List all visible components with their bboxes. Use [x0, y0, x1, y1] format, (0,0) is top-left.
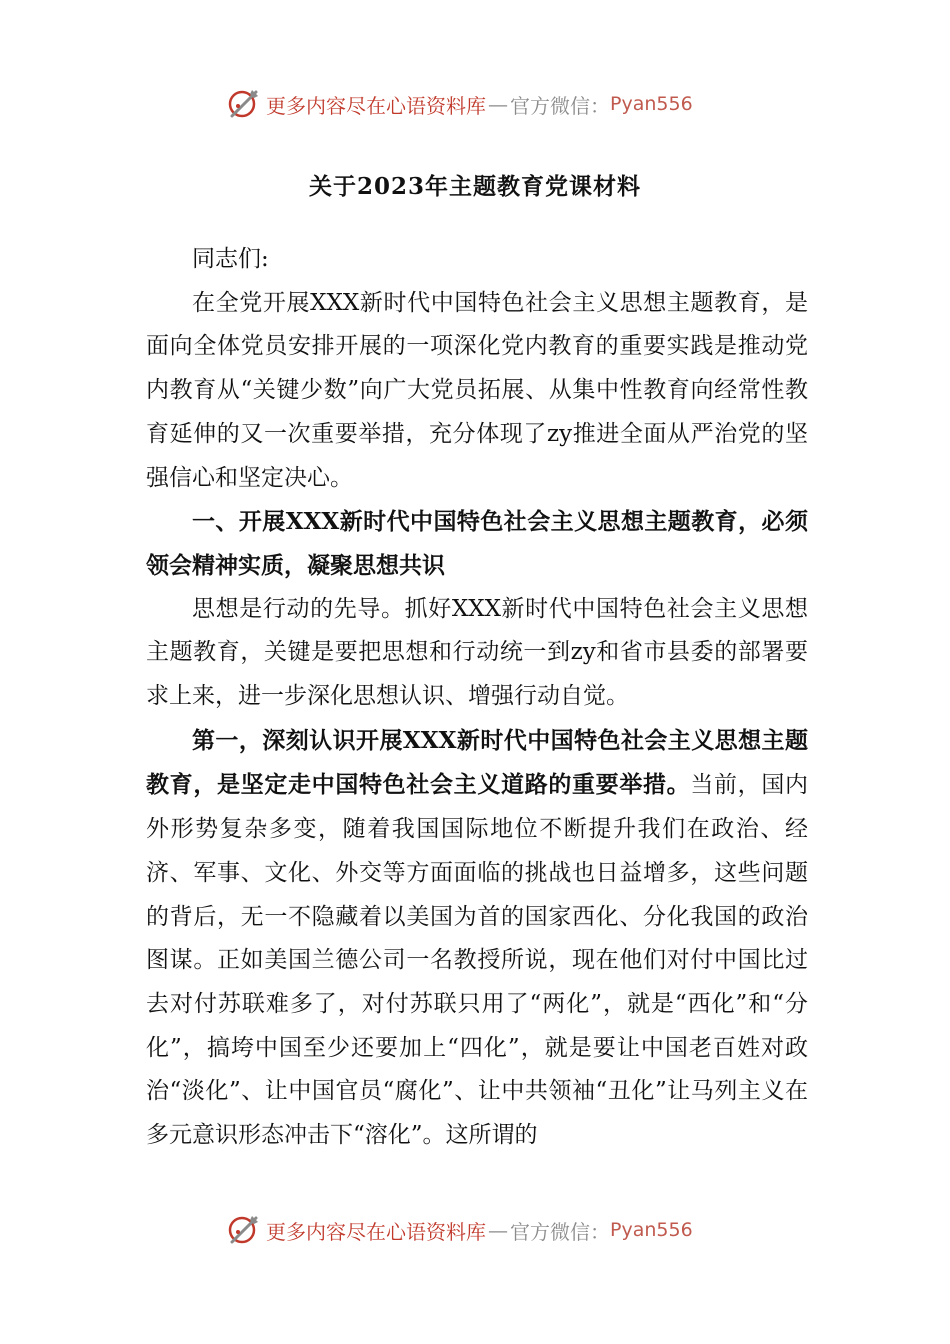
- paragraph-intro: 在全党开展XXX新时代中国特色社会主义思想主题教育，是面向全体党员安排开展的一项深化党内教育的重要实践是推动党内教育从“关键少数”向广大党员拓展、从集中性教育向经常性教育延伸的又一次重要举措，充分体现了zy推进全面从严治党的坚强信心和坚定决心。: [146, 289, 808, 491]
- point-1-heading: 第一，深刻认识开展XXX新时代中国特色社会主义思想主题教育，是坚定走中国特色社会主义道路的重要举措。: [146, 726, 808, 799]
- document-title: 关于2023年主题教育党课材料: [308, 173, 641, 200]
- pen-logo-icon: [226, 86, 262, 122]
- watermark-text: 更多内容尽在心语资料库: [266, 93, 486, 118]
- pen-logo-icon: [226, 1212, 262, 1248]
- watermark-separator: —: [488, 92, 508, 116]
- document-body: [146, 238, 808, 1158]
- watermark-banner-bottom: [226, 1210, 726, 1250]
- watermark-text: 更多内容尽在心语资料库: [266, 1219, 486, 1244]
- section-heading-1: 一、开展XXX新时代中国特色社会主义思想主题教育，必须领会精神实质，凝聚思想共识: [146, 508, 808, 579]
- greeting: 同志们:: [192, 246, 269, 272]
- watermark-official: 官方微信：: [510, 93, 610, 118]
- paragraph-thought: 思想是行动的先导。抓好XXX新时代中国特色社会主义思想主题教育，关键是要把思想和行动统一到zy和省市县委的部署要求上来，进一步深化思想认识、增强行动自觉。: [146, 595, 808, 710]
- watermark-handle: Pyan556: [610, 93, 693, 115]
- watermark-handle: Pyan556: [610, 1219, 693, 1241]
- point-1-text: 当前，国内外形势复杂多变，随着我国国际地位不断提升我们在政治、经济、军事、文化、外交等方面面临的挑战也日益增多，这些问题的背后，无一不隐藏着以美国为首的国家西化、分化我国的政治图谋。正如美国兰德公司一名教授所说，现在他们对付中国比过去对付苏联难多了，对付苏联只用了“两化”，就是“西化”和“分化”，搞垮中国至少还要加上“四化”，就是要让中国老百姓对政治“淡化”、让中国官员“腐化”、让中共领袖“丑化”让马列主义在多元意识形态冲击下“溶化”。这所谓的: [146, 772, 809, 1149]
- watermark-separator: —: [488, 1218, 508, 1242]
- paragraph-point-1: [146, 719, 808, 1158]
- watermark-official: 官方微信：: [510, 1219, 610, 1244]
- watermark-banner-top: [226, 84, 726, 124]
